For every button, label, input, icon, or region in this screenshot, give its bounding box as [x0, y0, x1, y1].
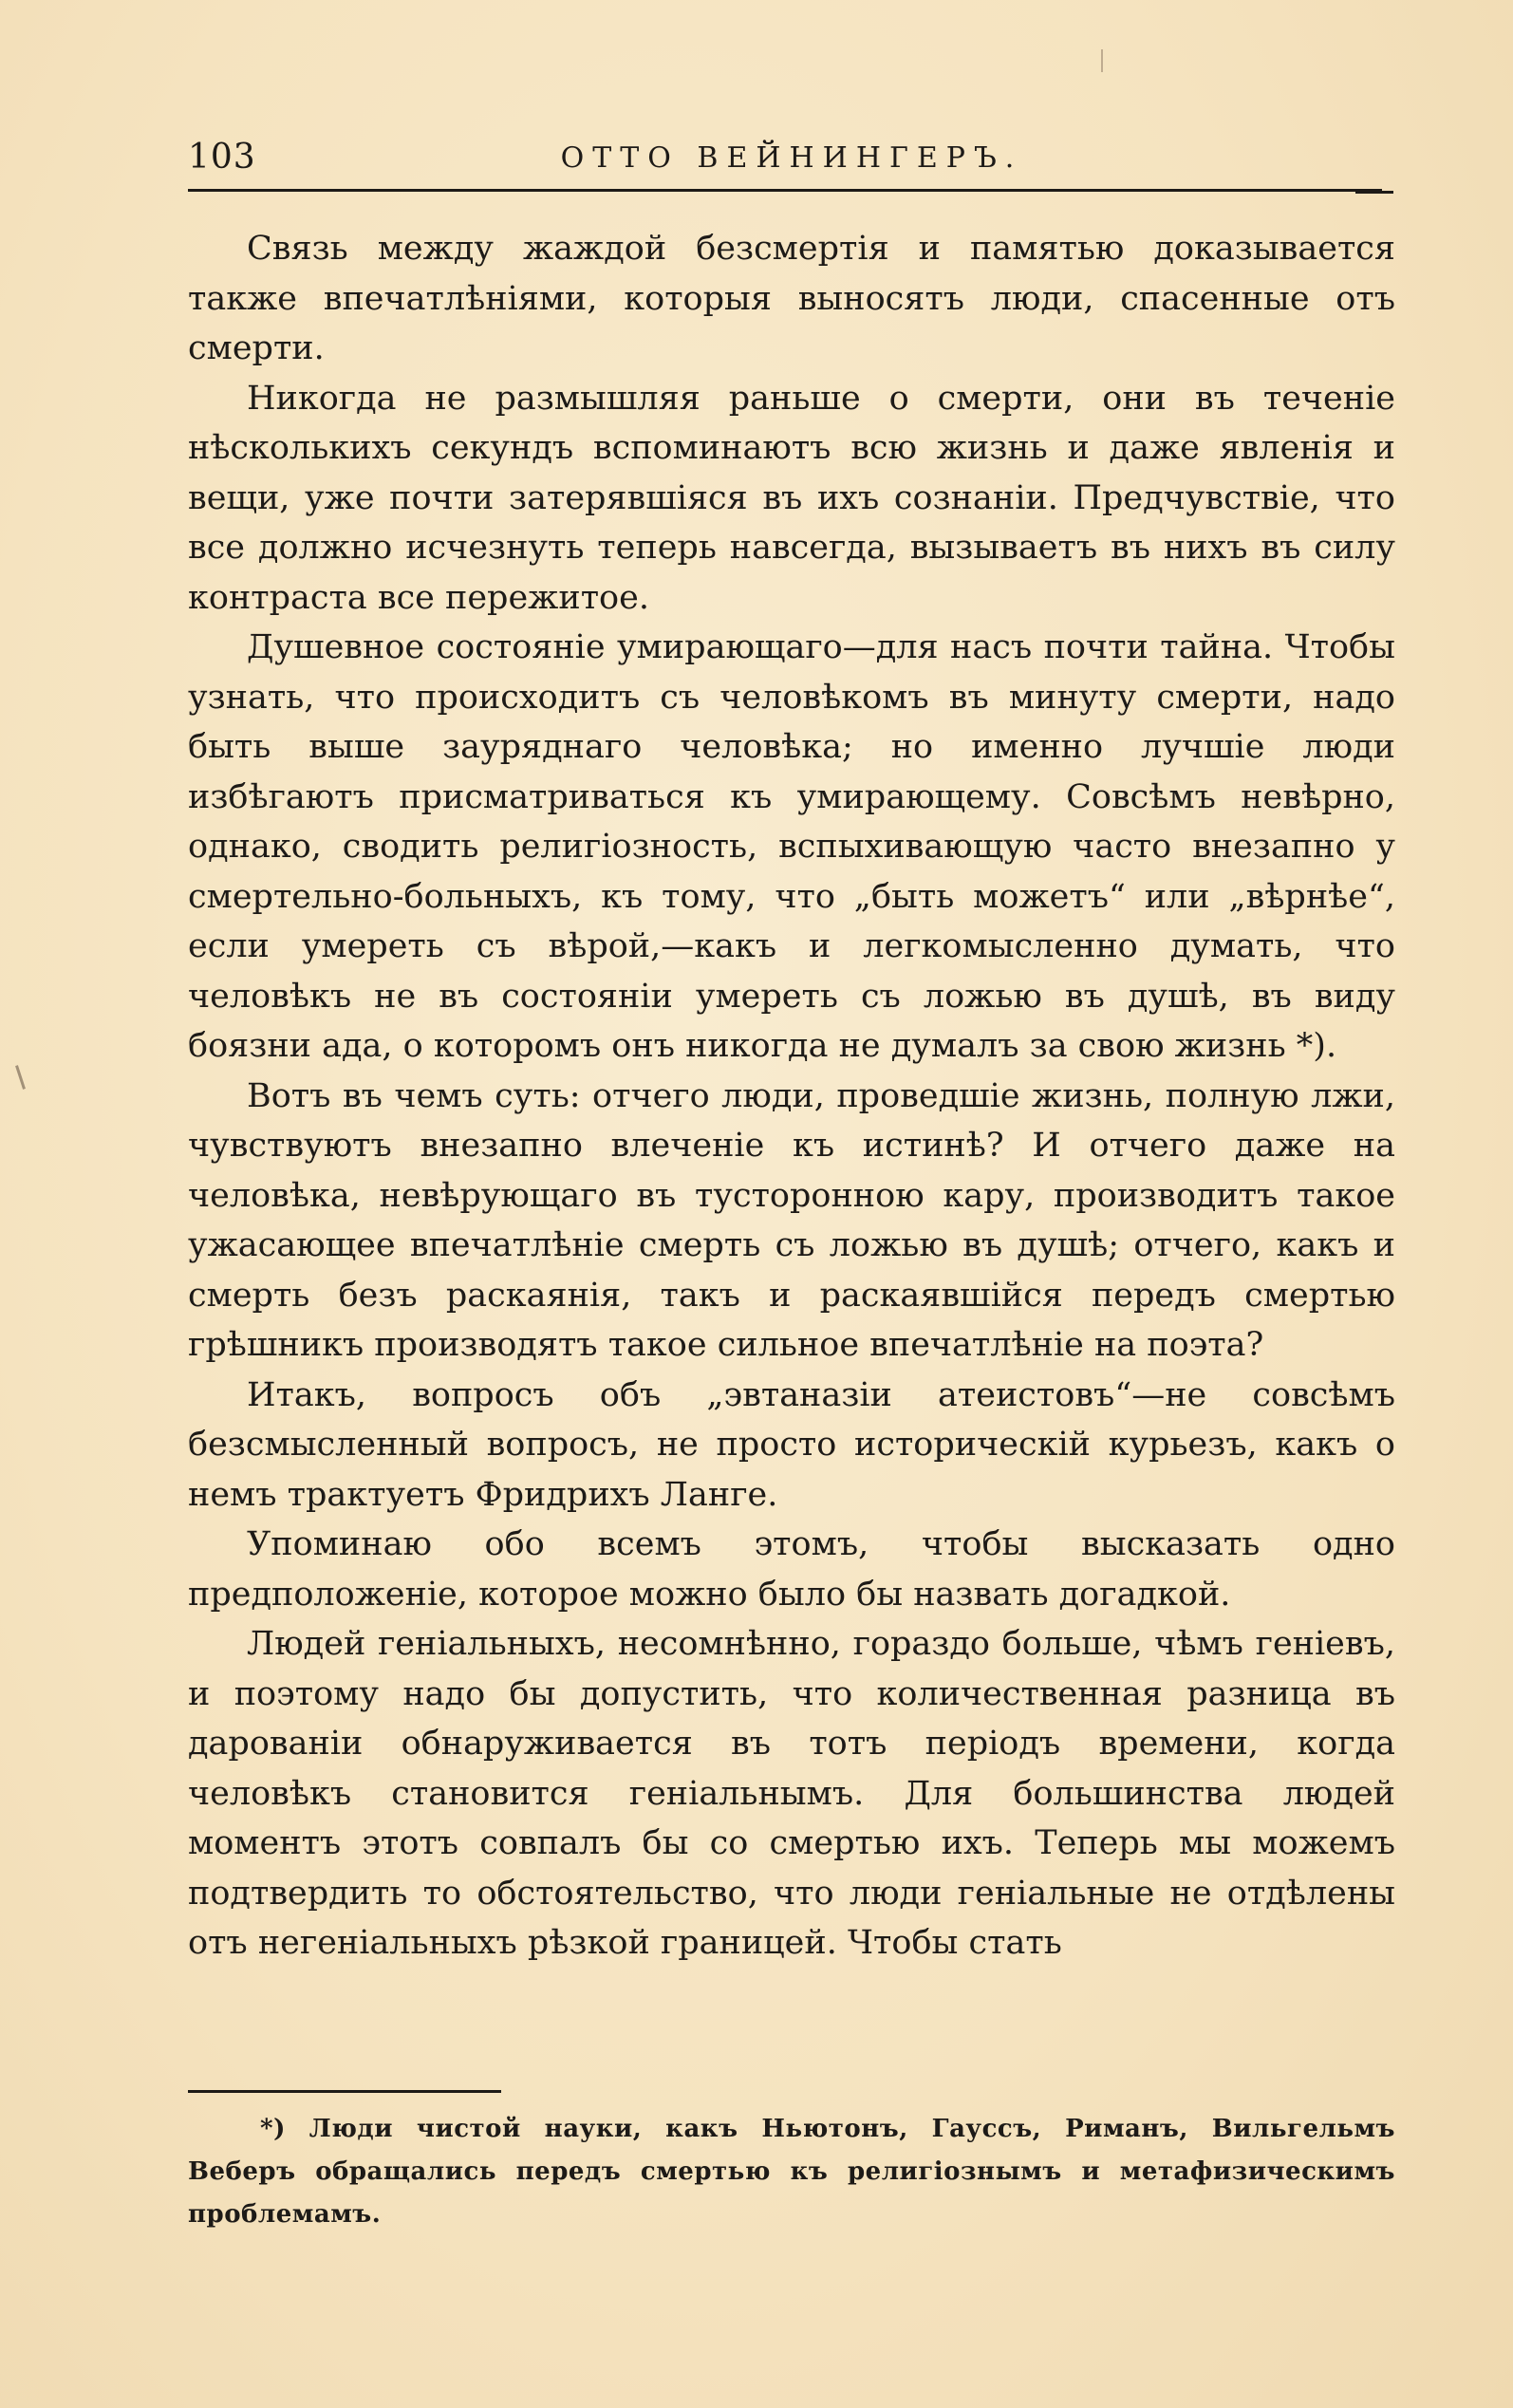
paper-speck: [15, 1065, 26, 1090]
header-rule: [188, 189, 1382, 192]
footnote-text: *) Люди чистой науки, какъ Ньютонъ, Гауссъ, Риманъ, Вильгельмъ Веберъ обращались передъ смертью къ религіознымъ и метафизическимъ проблемамъ.: [188, 2115, 1395, 2229]
page-header: [188, 138, 1395, 191]
paragraph: Людей геніальныхъ, несомнѣнно, гораздо больше, чѣмъ геніевъ, и поэтому надо бы допустить, что количественная разница въ дарованіи обнаруживается въ тотъ періодъ времени, когда человѣкъ становится геніальнымъ. Для большинства людей моментъ этотъ совпалъ бы со смертью ихъ. Теперь мы можемъ подтвердить то обстоятельство, что люди геніальные не отдѣлены отъ негеніальныхъ рѣзкой границей. Чтобы стать: [188, 1625, 1395, 1962]
paragraph: Итакъ, вопросъ объ „эвтаназіи атеистовъ“—не совсѣмъ безсмысленный вопросъ, не просто историческій курьезъ, какъ о немъ трактуетъ Фридрихъ Ланге.: [188, 1375, 1395, 1514]
paragraph: Вотъ въ чемъ суть: отчего люди, проведшіе жизнь, полную лжи, чувствуютъ внезапно влеченіе къ истинѣ? И отчего даже на человѣка, невѣрующаго въ тусторонною кару, производитъ такое ужасающее впечатлѣніе смерть съ ложью въ душѣ; отчего, какъ и смерть безъ раскаянія, такъ и раскаявшійся передъ смертью грѣшникъ производятъ такое сильное впечатлѣніе на поэта?: [188, 1076, 1395, 1364]
footnote: [188, 2108, 1395, 2236]
paragraph: Упоминаю обо всемъ этомъ, чтобы высказать одно предположеніе, которое можно было бы назвать догадкой.: [188, 1525, 1395, 1614]
running-title: ОТТО ВЕЙНИНГЕРЪ.: [560, 141, 1023, 175]
paper-speck: [1101, 49, 1103, 72]
paragraph: Душевное состояніе умирающаго—для насъ почти тайна. Чтобы узнать, что происходитъ съ человѣкомъ въ минуту смерти, надо быть выше зауряднаго человѣка; но именно лучшіе люди избѣгаютъ присматриваться къ умирающему. Совсѣмъ невѣрно, однако, сводить религіозность, вспыхивающую часто внезапно у смертельно-больныхъ, къ тому, что „быть можетъ“ или „вѣрнѣе“, если умереть съ вѣрой,—какъ и легкомысленно думать, что человѣкъ не въ состояніи умереть съ ложью въ душѣ, въ виду боязни ада, о которомъ онъ никогда не думалъ за свою жизнь *).: [188, 628, 1395, 1065]
paragraph: Никогда не размышляя раньше о смерти, они въ теченіе нѣсколькихъ секундъ вспоминаютъ всю жизнь и даже явленія и вещи, уже почти затерявшіяся въ ихъ сознаніи. Предчувствіе, что все должно исчезнуть теперь навсегда, вызываетъ въ нихъ въ силу контраста все пережитое.: [188, 379, 1395, 617]
paragraph: Связь между жаждой безсмертія и памятью доказывается также впечатлѣніями, которыя выносятъ люди, спасенные отъ смерти.: [188, 230, 1395, 367]
body-text: [188, 224, 1395, 1969]
footnote-rule: [188, 2090, 501, 2093]
header-rule-tail: [1355, 191, 1393, 194]
page-number: 103: [188, 138, 256, 177]
